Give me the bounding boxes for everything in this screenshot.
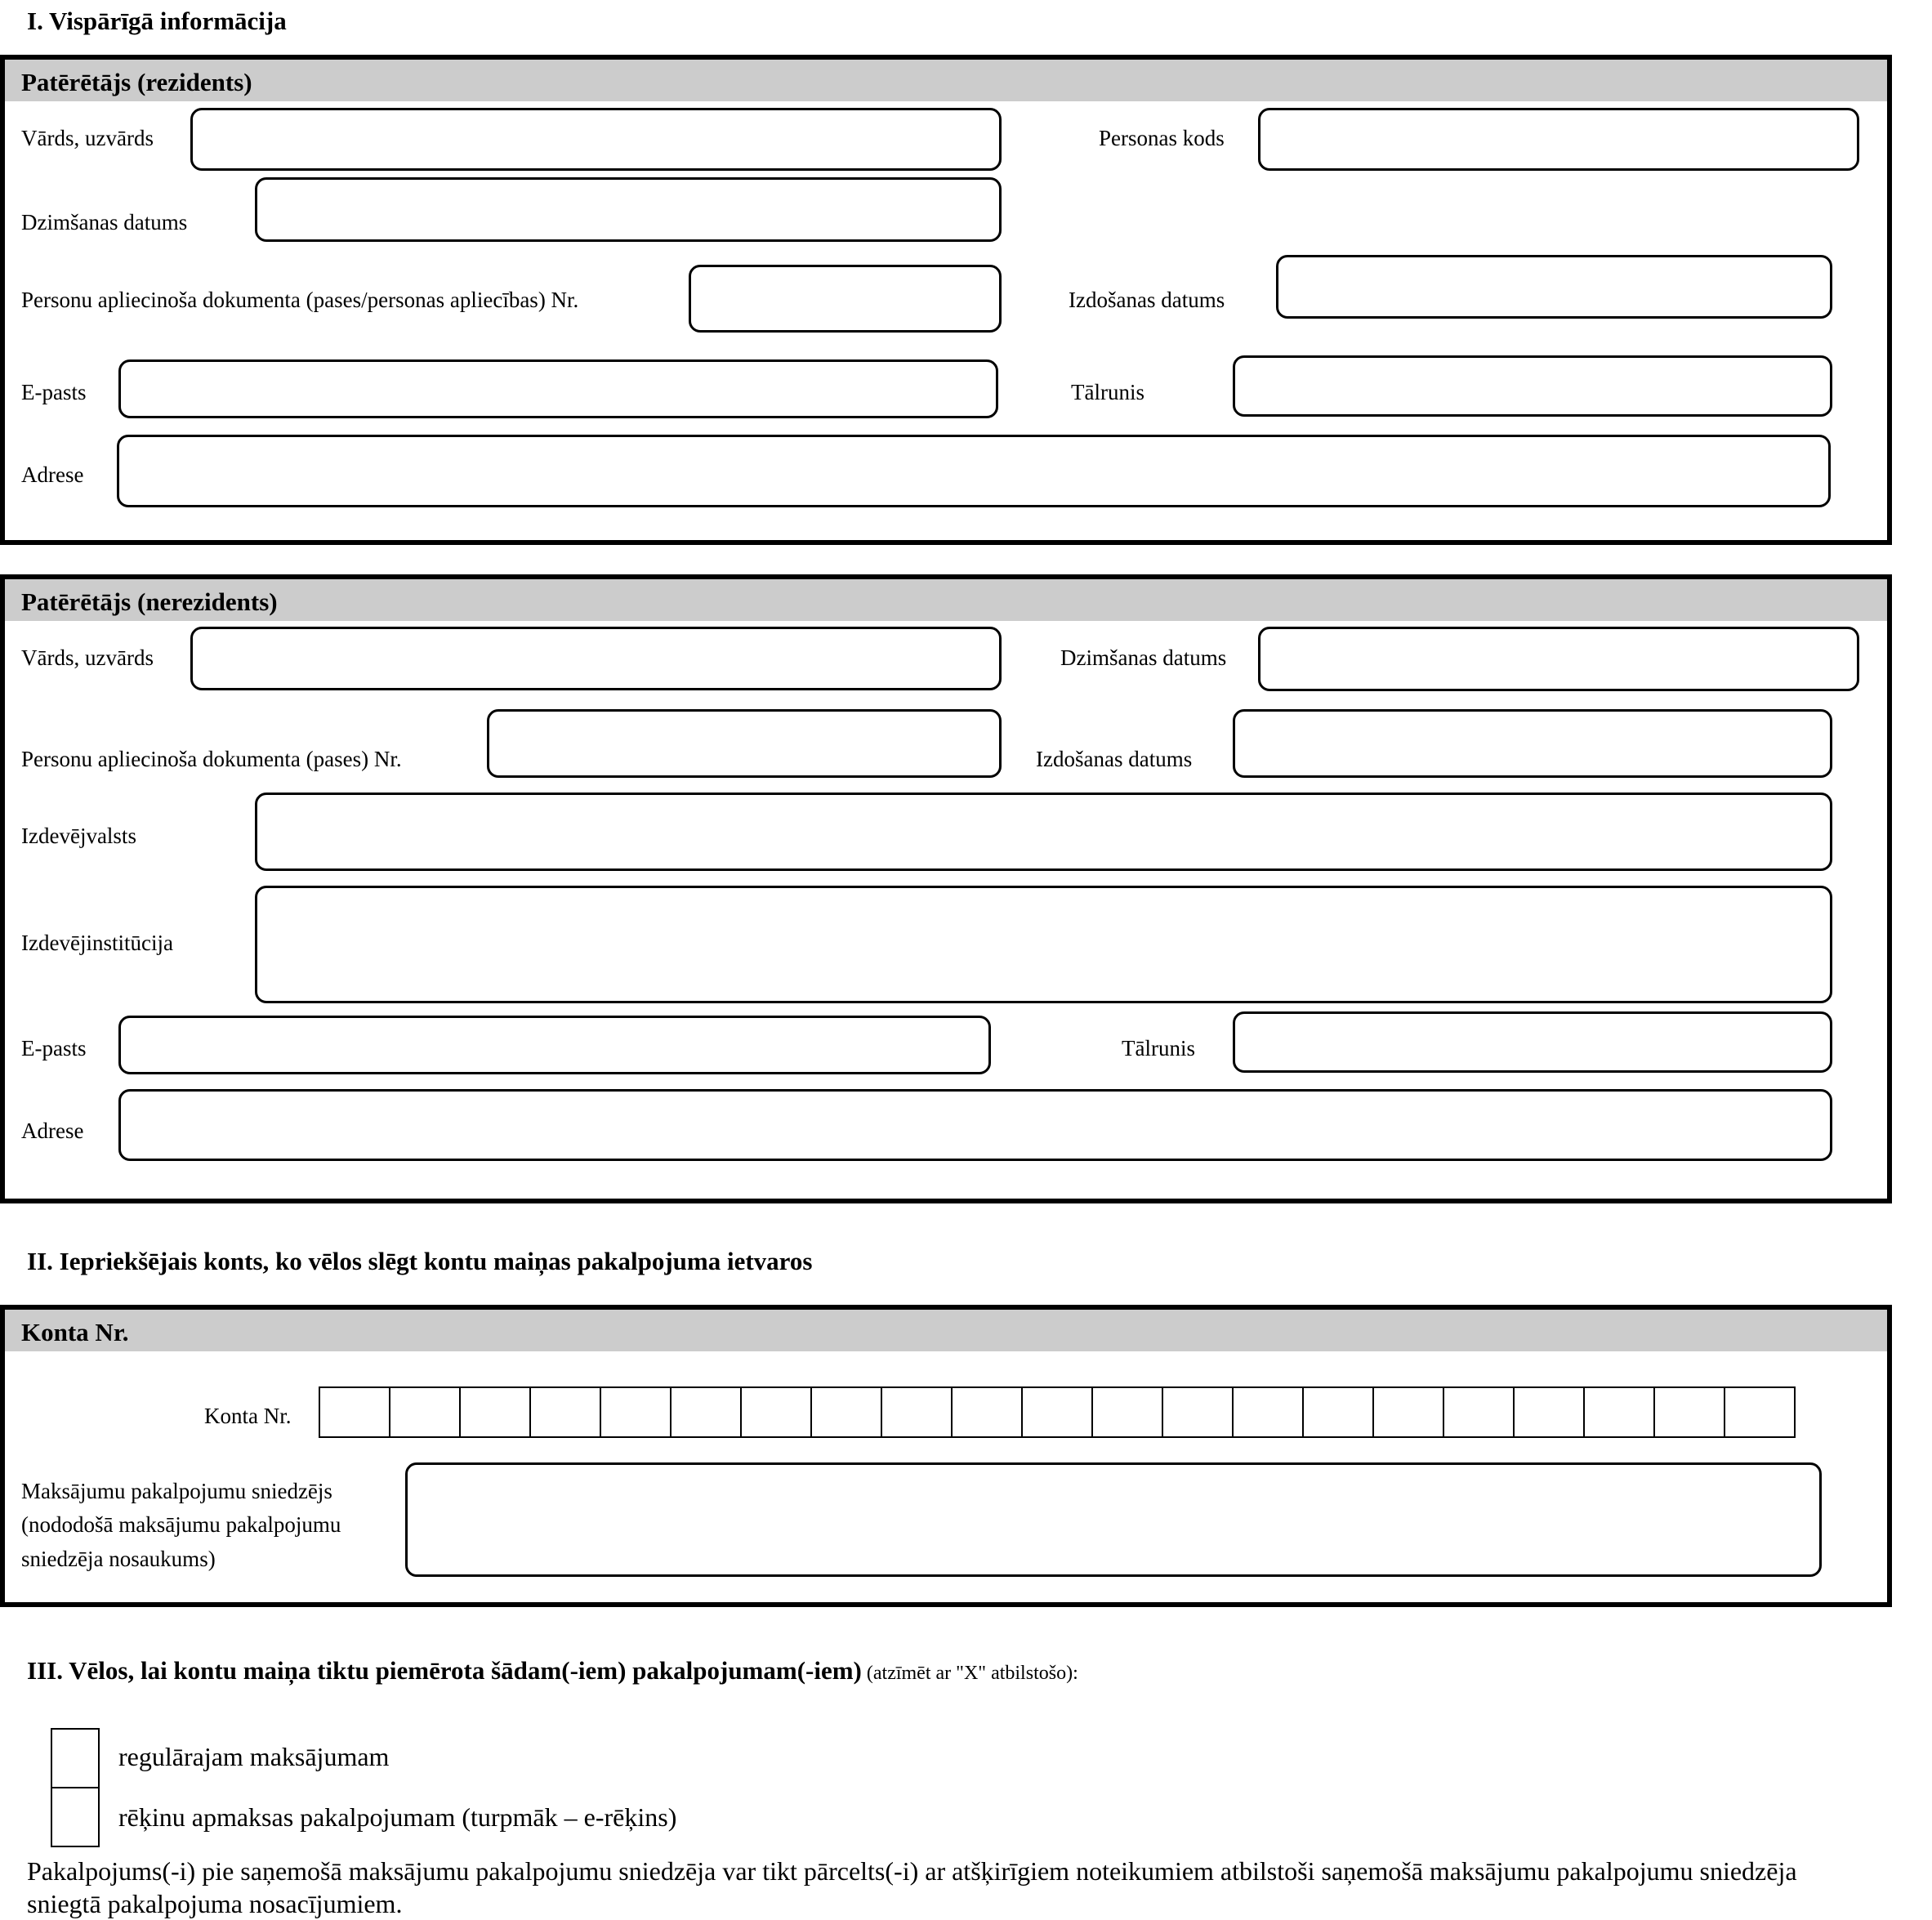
nonresident-header — [5, 579, 1887, 621]
resident-name-label: Vārds, uzvārds — [21, 126, 154, 150]
account-digit-cell[interactable] — [1653, 1386, 1725, 1438]
nonresident-title: Patērētājs (nerezidents) — [21, 587, 278, 616]
nonresident-issue-date-field[interactable] — [1233, 709, 1832, 778]
nonresident-birth-date-label: Dzimšanas datums — [1060, 645, 1227, 670]
account-digit-cell[interactable] — [1372, 1386, 1444, 1438]
account-digit-cell[interactable] — [1091, 1386, 1163, 1438]
resident-name-field[interactable] — [190, 108, 1002, 171]
nonresident-email-field[interactable] — [118, 1016, 991, 1074]
account-box-title: Konta Nr. — [21, 1318, 129, 1346]
resident-address-label: Adrese — [21, 462, 84, 487]
account-digit-cell[interactable] — [881, 1386, 953, 1438]
nonresident-issue-date-label: Izdošanas datums — [1036, 747, 1193, 771]
nonresident-issuing-country-field[interactable] — [255, 793, 1832, 871]
account-digit-cell[interactable] — [389, 1386, 461, 1438]
section-3-title — [27, 1656, 1078, 1686]
resident-address-field[interactable] — [117, 435, 1831, 507]
nonresident-address-label: Adrese — [21, 1119, 84, 1143]
account-digit-cell[interactable] — [459, 1386, 531, 1438]
section-3-title-text: III. Vēlos, lai kontu maiņa tiktu piemērota šādam(-iem) pakalpojumam(-iem) — [27, 1656, 862, 1685]
account-digit-cell[interactable] — [600, 1386, 672, 1438]
account-digit-cell[interactable] — [670, 1386, 742, 1438]
regular-payment-label: regulārajam maksājumam — [118, 1742, 390, 1771]
footer-note: Pakalpojums(-i) pie saņemošā maksājumu pakalpojumu sniedzēja var tikt pārcelts(-i) ar atšķirīgiem noteikumiem atbilstoši saņemošā maksājumu pakalpojumu sniedzēja sniegtā pakalpojuma nosacījumiem. — [27, 1856, 1797, 1918]
resident-header — [5, 60, 1887, 101]
nonresident-birth-date-field[interactable] — [1258, 627, 1859, 691]
account-digit-cell[interactable] — [740, 1386, 812, 1438]
nonresident-phone-field[interactable] — [1233, 1011, 1832, 1073]
account-digit-cell[interactable] — [810, 1386, 882, 1438]
account-digit-cell[interactable] — [1724, 1386, 1796, 1438]
nonresident-issuing-institution-field[interactable] — [255, 886, 1832, 1003]
account-number-label: Konta Nr. — [204, 1404, 292, 1428]
section-3-title-note: (atzīmēt ar "X" atbilstošo): — [861, 1663, 1078, 1684]
account-digit-cell[interactable] — [1162, 1386, 1234, 1438]
resident-birth-date-label: Dzimšanas datums — [21, 210, 188, 234]
account-number-grid — [319, 1386, 1796, 1438]
e-invoice-checkbox[interactable] — [51, 1787, 100, 1847]
account-digit-cell[interactable] — [1021, 1386, 1093, 1438]
account-digit-cell[interactable] — [1513, 1386, 1585, 1438]
account-digit-cell[interactable] — [319, 1386, 390, 1438]
section-2-title: II. Iepriekšējais konts, ko vēlos slēgt kontu maiņas pakalpojuma ietvaros — [27, 1247, 813, 1275]
provider-name-field[interactable] — [405, 1462, 1822, 1577]
nonresident-id-doc-label: Personu apliecinoša dokumenta (pases) Nr. — [21, 747, 402, 771]
provider-label-line2: (nododošā maksājumu pakalpojumu — [21, 1512, 341, 1537]
resident-personal-code-field[interactable] — [1258, 108, 1859, 171]
account-digit-cell[interactable] — [951, 1386, 1023, 1438]
regular-payment-checkbox[interactable] — [51, 1728, 100, 1788]
resident-title: Patērētājs (rezidents) — [21, 68, 252, 96]
resident-id-doc-field[interactable] — [689, 265, 1002, 333]
account-header — [5, 1310, 1887, 1351]
resident-email-label: E-pasts — [21, 380, 87, 404]
e-invoice-label: rēķinu apmaksas pakalpojumam (turpmāk – e-rēķins) — [118, 1802, 677, 1832]
resident-personal-code-label: Personas kods — [1099, 126, 1225, 150]
nonresident-id-doc-field[interactable] — [487, 709, 1002, 778]
nonresident-issuing-country-label: Izdevējvalsts — [21, 824, 136, 848]
nonresident-email-label: E-pasts — [21, 1036, 87, 1060]
resident-id-doc-label: Personu apliecinoša dokumenta (pases/personas apliecības) Nr. — [21, 288, 579, 312]
resident-issue-date-label: Izdošanas datums — [1069, 288, 1225, 312]
resident-email-field[interactable] — [118, 359, 998, 418]
account-digit-cell[interactable] — [1232, 1386, 1304, 1438]
account-digit-cell[interactable] — [1302, 1386, 1374, 1438]
nonresident-address-field[interactable] — [118, 1089, 1832, 1161]
nonresident-phone-label: Tālrunis — [1122, 1036, 1195, 1060]
nonresident-issuing-institution-label: Izdevējinstitūcija — [21, 931, 173, 955]
provider-label-line1: Maksājumu pakalpojumu sniedzējs — [21, 1479, 332, 1503]
account-digit-cell[interactable] — [1583, 1386, 1655, 1438]
account-digit-cell[interactable] — [1443, 1386, 1515, 1438]
section-1-title: I. Vispārīgā informācija — [27, 7, 287, 35]
provider-label-line3: sniedzēja nosaukums) — [21, 1547, 216, 1571]
account-digit-cell[interactable] — [529, 1386, 601, 1438]
resident-phone-label: Tālrunis — [1071, 380, 1144, 404]
resident-issue-date-field[interactable] — [1276, 255, 1832, 319]
nonresident-name-field[interactable] — [190, 627, 1002, 690]
resident-birth-date-field[interactable] — [255, 177, 1002, 242]
resident-phone-field[interactable] — [1233, 355, 1832, 417]
nonresident-name-label: Vārds, uzvārds — [21, 645, 154, 670]
